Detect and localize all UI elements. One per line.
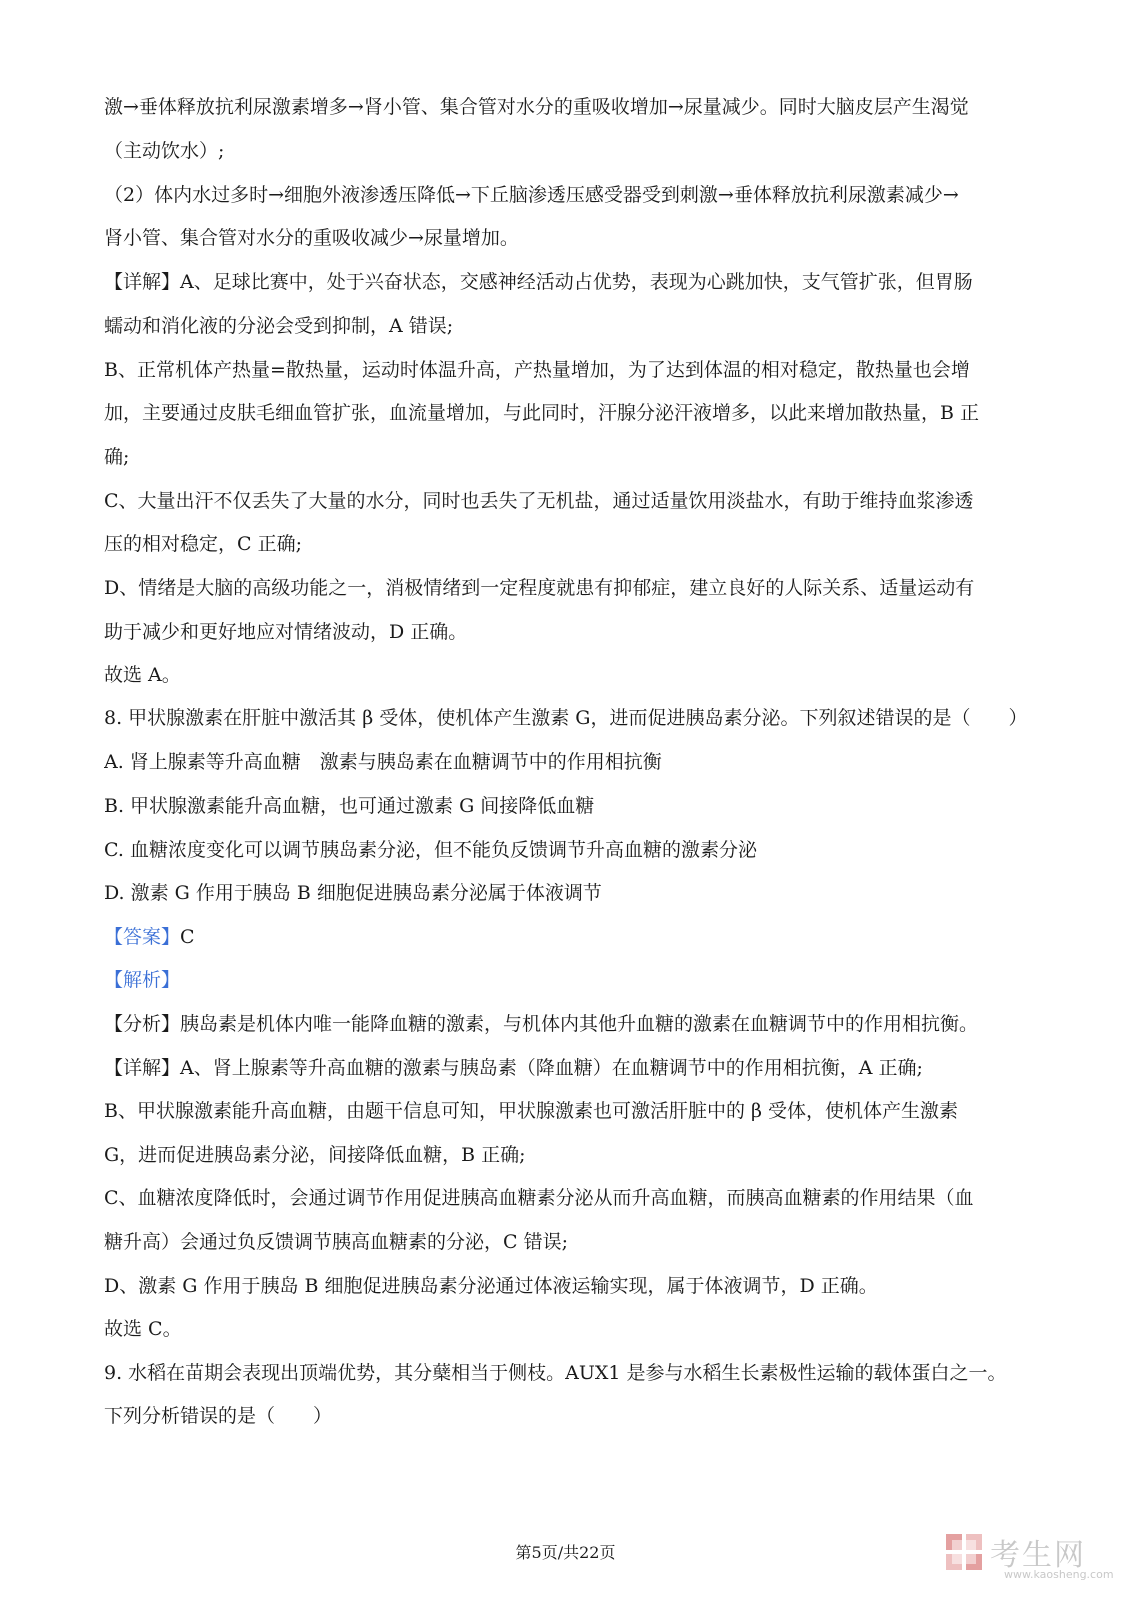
question-9-stem: 9. 水稻在苗期会表现出顶端优势，其分蘖相当于侧枝。AUX1 是参与水稻生长素极性运输的载体蛋白之一。	[104, 1362, 1007, 1384]
answer-value: C	[180, 926, 195, 948]
option-d: D. 激素 G 作用于胰岛 B 细胞促进胰岛素分泌属于体液调节	[104, 882, 602, 904]
text-line: 糖升高）会通过负反馈调节胰高血糖素的分泌，C 错误;	[104, 1231, 568, 1253]
answer-label: 【答案】	[104, 926, 181, 948]
text-line: 下列分析错误的是（ ）	[104, 1405, 333, 1427]
text-line: B、正常机体产热量=散热量，运动时体温升高，产热量增加，为了达到体温的相对稳定，散热量也会增	[104, 359, 970, 381]
text-line: 【详解】A、足球比赛中，处于兴奋状态，交感神经活动占优势，表现为心跳加快，支气管扩张，但胃肠	[104, 271, 973, 293]
text-line: 【分析】胰岛素是机体内唯一能降血糖的激素，与机体内其他升血糖的激素在血糖调节中的作用相抗衡。	[104, 1013, 979, 1035]
answer-line	[104, 925, 1034, 949]
kaosheng-logo-icon	[944, 1532, 984, 1572]
text-line: （2）体内水过多时→细胞外液渗透压降低→下丘脑渗透压感受器受到刺激→垂体释放抗利尿激素减少→	[104, 184, 959, 206]
text-line: D、激素 G 作用于胰岛 B 细胞促进胰岛素分泌通过体液运输实现，属于体液调节，D 正确。	[104, 1275, 878, 1297]
text-line: 【详解】A、肾上腺素等升高血糖的激素与胰岛素（降血糖）在血糖调节中的作用相抗衡，A 正确;	[104, 1057, 923, 1079]
analysis-label: 【解析】	[104, 969, 181, 991]
watermark-url: www.kaosheng.com	[1004, 1568, 1114, 1581]
option-b: B. 甲状腺激素能升高血糖，也可通过激素 G 间接降低血糖	[104, 795, 595, 817]
text-line: 蠕动和消化液的分泌会受到抑制，A 错误;	[104, 315, 454, 337]
text-line: 故选 A。	[104, 664, 181, 686]
watermark	[944, 1528, 1114, 1584]
text-line: 故选 C。	[104, 1318, 182, 1340]
text-line: B、甲状腺激素能升高血糖，由题干信息可知，甲状腺激素也可激活肝脏中的 β 受体，使机体产生激素	[104, 1100, 959, 1122]
text-line: C、血糖浓度降低时，会通过调节作用促进胰高血糖素分泌从而升高血糖，而胰高血糖素的作用结果（血	[104, 1187, 974, 1209]
text-line: 肾小管、集合管对水分的重吸收减少→尿量增加。	[104, 227, 519, 249]
text-line: 确;	[104, 446, 130, 468]
option-c: C. 血糖浓度变化可以调节胰岛素分泌，但不能负反馈调节升高血糖的激素分泌	[104, 839, 757, 861]
text-line: （主动饮水）;	[104, 140, 225, 162]
text-line: 压的相对稳定，C 正确;	[104, 533, 302, 555]
text-line: G，进而促进胰岛素分泌，间接降低血糖，B 正确;	[104, 1144, 526, 1166]
text-line: D、情绪是大脑的高级功能之一，消极情绪到一定程度就患有抑郁症，建立良好的人际关系、适量运动有	[104, 577, 975, 599]
text-line: 助于减少和更好地应对情绪波动，D 正确。	[104, 621, 468, 643]
text-line: 激→垂体释放抗利尿激素增多→肾小管、集合管对水分的重吸收增加→尿量减少。同时大脑皮层产生渴觉	[104, 96, 969, 118]
watermark-name: 考生网	[990, 1538, 1086, 1573]
text-line: 加，主要通过皮肤毛细血管扩张，血流量增加，与此同时，汗腺分泌汗液增多，以此来增加散热量，B 正	[104, 402, 980, 424]
option-a: A. 肾上腺素等升高血糖 激素与胰岛素在血糖调节中的作用相抗衡	[104, 751, 662, 773]
question-8-stem: 8. 甲状腺激素在肝脏中激活其 β 受体，使机体产生激素 G，进而促进胰岛素分泌。下列叙述错误的是（ ）	[104, 707, 1028, 729]
text-line: C、大量出汗不仅丢失了大量的水分，同时也丢失了无机盐，通过适量饮用淡盐水，有助于维持血浆渗透	[104, 490, 974, 512]
page-number: 第5页/共22页	[515, 1543, 616, 1562]
